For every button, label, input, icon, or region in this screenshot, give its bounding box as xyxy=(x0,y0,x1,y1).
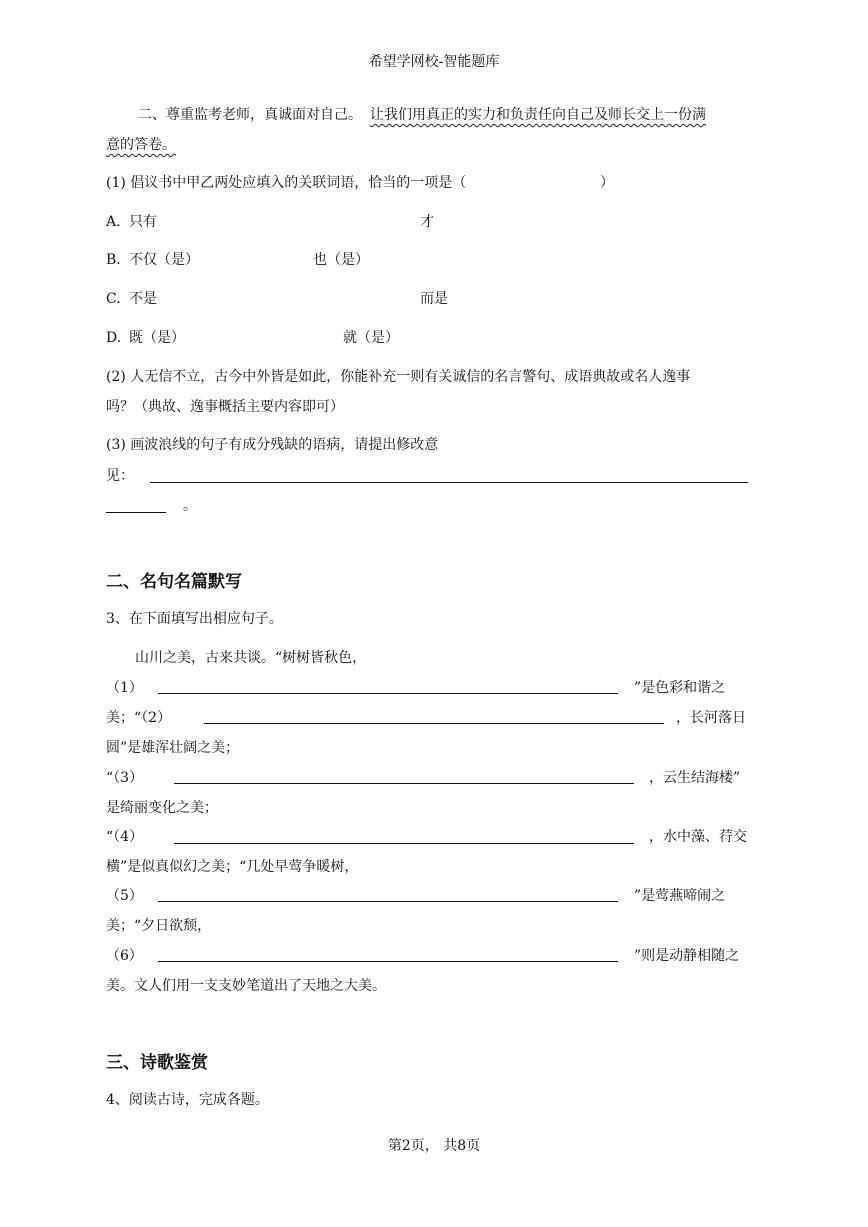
blank-2-line[interactable] xyxy=(204,723,664,724)
blank-5-number: （5） xyxy=(106,888,143,904)
blank-4-line[interactable] xyxy=(174,843,634,844)
intro-line-2 xyxy=(106,135,176,155)
q1-option-c-label: C. xyxy=(106,291,121,307)
q1-option-a-second: 才 xyxy=(420,214,434,230)
blank-2-after: ，长河落日 xyxy=(676,710,746,726)
q1-option-a-label: A. xyxy=(106,214,121,230)
blank-6-after: ”则是动静相随之 xyxy=(634,948,740,964)
q3-end-mark: 。 xyxy=(183,498,197,514)
blank-3-number: “（3） xyxy=(106,770,144,786)
page-footer: 第2页， 共8页 xyxy=(387,1138,481,1154)
blank-5-after: ”是莺燕啼闹之 xyxy=(634,888,726,904)
q1-option-b-second: 也（是） xyxy=(313,252,369,268)
intro-line-1 xyxy=(138,105,706,125)
q1-option-b-first: 不仅（是） xyxy=(129,252,199,268)
section-3-title: 三、诗歌鉴赏 xyxy=(106,1053,208,1073)
q3-intro: 3、在下面填写出相应句子。 xyxy=(106,611,283,627)
line-4-text: 圆”是雄浑壮阔之美； xyxy=(106,740,240,756)
line-6-text: 是绮丽变化之美； xyxy=(106,800,218,816)
intro-wavy-text-2: 意的答卷。 xyxy=(106,137,176,153)
line-12-text: 美。文人们用一支支妙笔道出了天地之大美。 xyxy=(106,978,386,994)
q3-answer-blank-2[interactable] xyxy=(106,512,166,513)
blank-6-number: （6） xyxy=(106,948,143,964)
q1-stem-close: ） xyxy=(600,175,614,191)
q3-line-1: (3) 画波浪线的句子有成分残缺的语病，请提出修改意 xyxy=(106,437,439,453)
q3-answer-blank[interactable] xyxy=(150,482,748,483)
q4-intro: 4、阅读古诗，完成各题。 xyxy=(106,1092,269,1108)
blank-1-line[interactable] xyxy=(158,693,618,694)
q1-option-d-label: D. xyxy=(106,330,122,346)
blank-2-before: 美；“（2） xyxy=(106,710,172,726)
q1-option-c-second: 而是 xyxy=(420,291,448,307)
blank-1-number: （1） xyxy=(106,680,143,696)
q1-option-d-second: 就（是） xyxy=(343,330,399,346)
q1-option-d-first: 既（是） xyxy=(129,330,185,346)
blank-4-number: “（4） xyxy=(106,829,144,845)
poem-intro-line: 山川之美，古来共谈。“树树皆秋色， xyxy=(135,650,367,666)
q1-option-c-first: 不是 xyxy=(129,291,157,307)
q2-line-2: 吗？（典故、逸事概括主要内容即可） xyxy=(106,399,344,415)
q1-stem-text: (1) 倡议书中甲乙两处应填入的关联词语，恰当的一项是（ xyxy=(106,175,467,191)
blank-6-line[interactable] xyxy=(158,961,618,962)
blank-4-after: ，水中藻、荇交 xyxy=(649,829,747,845)
line-8-text: 横”是似真似幻之美；“几处早莺争暖树， xyxy=(106,859,359,875)
intro-wavy-text: 让我们用真正的实力和负责任向自己及师长交上一份满 xyxy=(370,107,706,123)
q1-stem xyxy=(106,173,466,193)
intro-plain-text: 二、尊重监考老师，真诚面对自己。 xyxy=(138,107,362,123)
q3-line-2: 见： xyxy=(106,468,134,484)
blank-3-line[interactable] xyxy=(174,783,634,784)
section-2-title: 二、名句名篇默写 xyxy=(106,572,242,592)
q1-option-a-first: 只有 xyxy=(129,214,157,230)
q1-option-b-label: B. xyxy=(106,252,121,268)
line-10-text: 美；“夕日欲颓， xyxy=(106,918,212,934)
page-header: 希望学网校-智能题库 xyxy=(368,54,500,70)
blank-3-after: ，云生结海楼” xyxy=(649,770,741,786)
blank-5-line[interactable] xyxy=(158,901,618,902)
blank-1-after: ”是色彩和谐之 xyxy=(634,680,726,696)
q2-line-1: (2) 人无信不立，古今中外皆是如此，你能补充一则有关诚信的名言警句、成语典故或名人逸事 xyxy=(106,369,691,385)
